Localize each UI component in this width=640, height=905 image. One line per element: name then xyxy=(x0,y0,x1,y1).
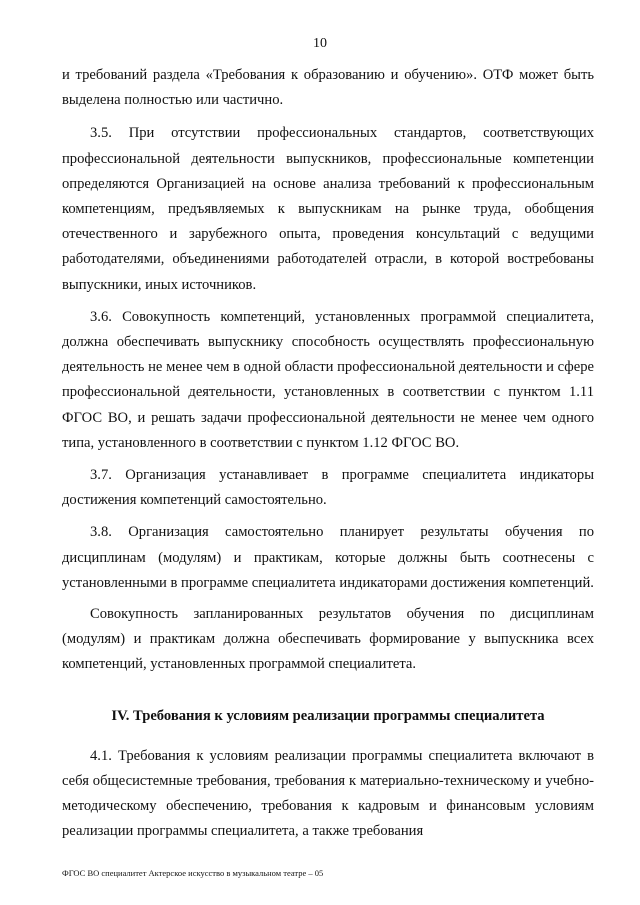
section-heading: IV. Требования к условиям реализации программы специалитета xyxy=(111,707,545,724)
paragraph-3-8: 3.8. Организация самостоятельно планирует результаты обучения по дисциплинам (модулям) и практикам, которые должны быть соотнесены с установленными в программе специалитета индикаторами достижения компетенций. xyxy=(62,524,594,591)
paragraph-3-5: 3.5. При отсутствии профессиональных стандартов, соответствующих профессиональной деятельности выпускников, профессиональные компетенции определяются Организацией на основе анализа требований к профессиональным компетенциям, предъявляемых к выпускникам на рынке труда, обобщения отечественного и зарубежного опыта, проведения консультаций с ведущими работодателями, объединениями работодателей отрасли, в которой востребованы выпускники, иных источников. xyxy=(62,125,594,293)
paragraph-4-1: 4.1. Требования к условиям реализации программы специалитета включают в себя общесистемные требования, требования к материально-техническому и учебно-методическому обеспечению, требования к кадровым и финансовым условиям реализации программы специалитета, а также требования xyxy=(62,747,594,840)
page-footer: ФГОС ВО специалитет Актерское искусство в музыкальном театре – 05 xyxy=(62,868,324,878)
paragraph-3-6: 3.6. Совокупность компетенций, установленных программой специалитета, должна обеспечивать выпускнику способность осуществлять профессиональную деятельность не менее чем в одной области профессиональной деятельности и сфере профессиональной деятельности, установленных в соответствии с пунктом 1.11 ФГОС ВО, и решать задачи профессиональной деятельности не менее чем одного типа, установленного в соответствии с пунктом 1.12 ФГОС ВО. xyxy=(62,308,594,451)
page-number: 10 xyxy=(313,36,327,51)
paragraph-intro: и требований раздела «Требования к образованию и обучению». ОТФ может быть выделена полностью или частично. xyxy=(62,67,594,109)
paragraph-3-7: 3.7. Организация устанавливает в программе специалитета индикаторы достижения компетенций самостоятельно. xyxy=(62,467,594,509)
document-body xyxy=(62,63,594,844)
paragraph-3-8-continuation: Совокупность запланированных результатов обучения по дисциплинам (модулям) и практикам должна обеспечивать формирование у выпускника всех компетенций, установленных программой специалитета. xyxy=(62,606,594,673)
